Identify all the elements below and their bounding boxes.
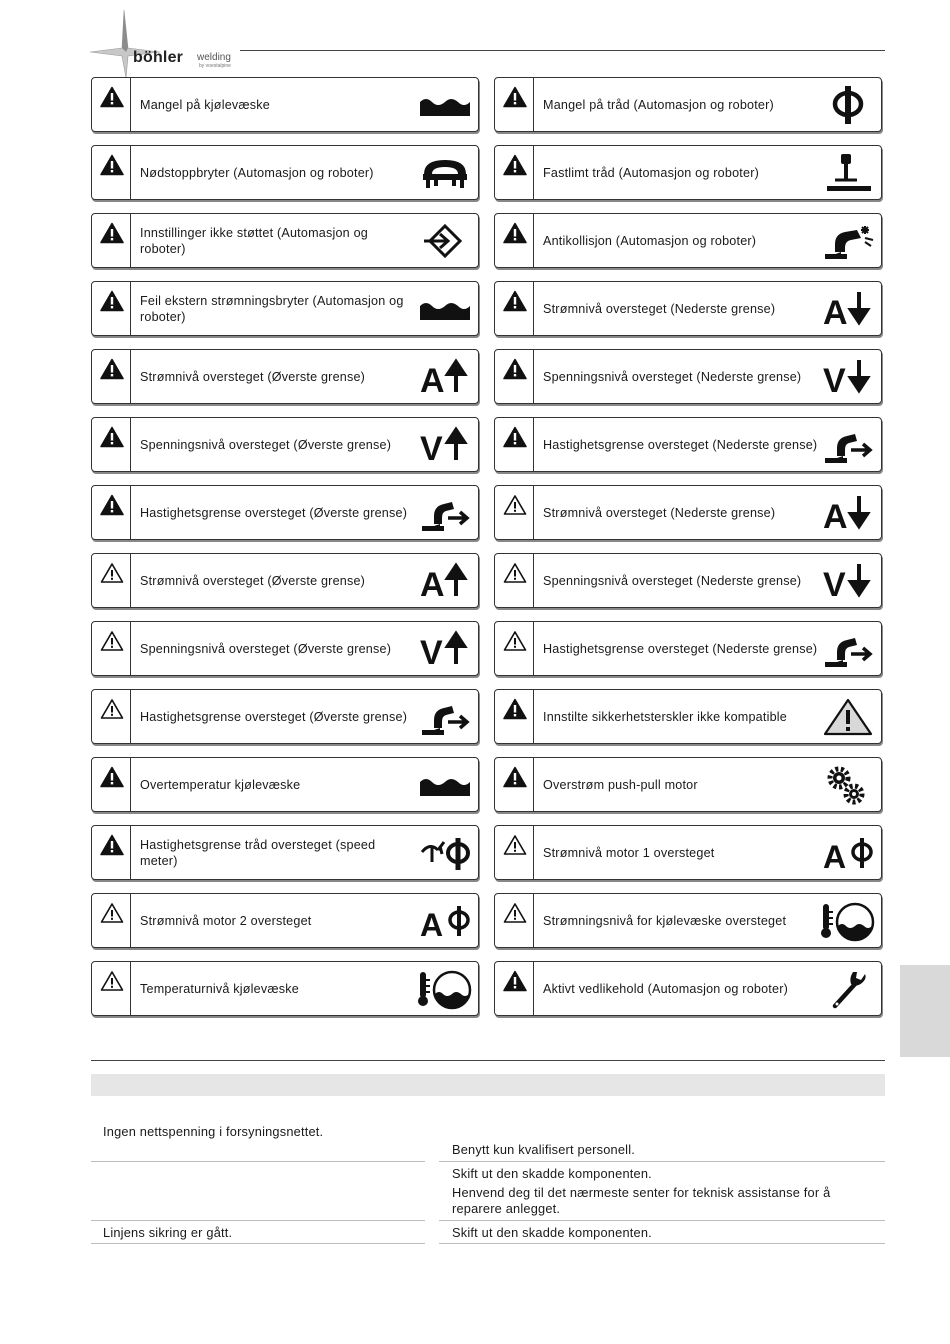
alarm-label: Strømnivå motor 2 oversteget xyxy=(140,913,312,928)
warning-icon xyxy=(100,86,124,108)
alarm-label: Spenningsnivå oversteget (Øverste grense) xyxy=(140,641,392,656)
warning-outline-icon xyxy=(503,562,527,584)
wrench-icon xyxy=(821,968,875,1010)
current-down-icon xyxy=(821,492,875,534)
alarm-label: Hastighetsgrense oversteget (Øverste grense) xyxy=(140,709,408,724)
coolant-wave-icon xyxy=(418,764,472,806)
alarm-label: Mangel på tråd (Automasjon og roboter) xyxy=(543,97,774,112)
warning-outline-icon xyxy=(100,630,124,652)
alarm-label: Strømnivå oversteget (Nederste grense) xyxy=(543,505,776,520)
current-up-icon xyxy=(418,560,472,602)
warning-icon xyxy=(100,154,124,176)
alarm-card xyxy=(494,349,882,404)
table-divider xyxy=(439,1161,885,1162)
alarm-card xyxy=(91,417,479,472)
warning-icon xyxy=(503,766,527,788)
alarm-label: Hastighetsgrense oversteget (Nederste grense) xyxy=(543,641,818,656)
cause-text: Linjens sikring er gått. xyxy=(103,1225,233,1240)
warning-icon xyxy=(100,766,124,788)
remedy-text: Henvend deg til det nærmeste senter for teknisk assistanse for å reparere anlegget. xyxy=(452,1185,831,1216)
warning-icon xyxy=(503,698,527,720)
table-divider xyxy=(91,1243,425,1244)
alarm-card xyxy=(494,893,882,948)
motor-current-icon xyxy=(418,900,472,942)
alarm-label: Spenningsnivå oversteget (Nederste grense) xyxy=(543,369,802,384)
alarm-card xyxy=(91,757,479,812)
alarm-label: Overtemperatur kjølevæske xyxy=(140,777,301,792)
warning-icon xyxy=(100,222,124,244)
alarm-label: Temperaturnivå kjølevæske xyxy=(140,981,299,996)
table-divider xyxy=(439,1243,885,1244)
robot-speed-icon xyxy=(418,696,472,738)
alarm-card xyxy=(494,485,882,540)
alarm-label: Overstrøm push-pull motor xyxy=(543,777,698,792)
wire-spool-icon xyxy=(821,84,875,126)
table-header-bar xyxy=(91,1074,885,1096)
brand-name-suffix: welding xyxy=(197,52,231,63)
alarm-card xyxy=(91,553,479,608)
safety-warning-icon xyxy=(821,696,875,738)
coolant-tank-icon xyxy=(418,968,472,1010)
alarm-card xyxy=(91,689,479,744)
warning-icon xyxy=(503,290,527,312)
warning-icon xyxy=(503,222,527,244)
alarm-card xyxy=(91,621,479,676)
remedy-text: Skift ut den skadde komponenten. xyxy=(452,1166,652,1181)
alarm-card xyxy=(91,213,479,268)
warning-icon xyxy=(100,426,124,448)
brand-subtitle: by voestalpine xyxy=(199,63,231,69)
current-up-icon xyxy=(418,356,472,398)
alarm-card xyxy=(494,281,882,336)
warning-outline-icon xyxy=(503,630,527,652)
warning-icon xyxy=(100,834,124,856)
alarm-label: Strømnivå oversteget (Nederste grense) xyxy=(543,301,776,316)
warning-icon xyxy=(100,358,124,380)
alarm-label: Strømnivå oversteget (Øverste grense) xyxy=(140,573,366,588)
stuck-wire-icon xyxy=(821,152,875,194)
table-divider xyxy=(439,1220,885,1221)
alarm-card xyxy=(91,349,479,404)
alarm-label: Innstillinger ikke støttet (Automasjon og roboter) xyxy=(140,225,368,256)
coolant-tank-icon xyxy=(821,900,875,942)
settings-unsupported-icon xyxy=(418,220,472,262)
warning-icon xyxy=(100,290,124,312)
alarm-card xyxy=(494,961,882,1016)
warning-outline-icon xyxy=(503,834,527,856)
wire-speed-icon xyxy=(418,832,472,874)
remedy-text: Skift ut den skadde komponenten. xyxy=(452,1225,652,1240)
alarm-label: Strømnivå motor 1 oversteget xyxy=(543,845,715,860)
coolant-wave-icon xyxy=(418,84,472,126)
section-rule xyxy=(91,1060,885,1061)
warning-outline-icon xyxy=(503,494,527,516)
brand-name: böhler xyxy=(133,49,184,66)
warning-outline-icon xyxy=(100,562,124,584)
alarm-label: Aktivt vedlikehold (Automasjon og roboter) xyxy=(543,981,789,996)
header-rule xyxy=(240,50,885,51)
warning-outline-icon xyxy=(100,902,124,924)
warning-icon xyxy=(503,426,527,448)
voltage-down-icon xyxy=(821,560,875,602)
robot-speed-icon xyxy=(821,628,875,670)
alarm-card xyxy=(494,621,882,676)
alarm-label: Feil ekstern strømningsbryter (Automasjon og roboter) xyxy=(140,293,404,324)
robot-speed-icon xyxy=(418,492,472,534)
warning-icon xyxy=(503,970,527,992)
alarm-label: Strømnivå oversteget (Øverste grense) xyxy=(140,369,366,384)
alarm-label: Hastighetsgrense oversteget (Nederste grense) xyxy=(543,437,818,452)
alarm-label: Strømningsnivå for kjølevæske oversteget xyxy=(543,913,787,928)
warning-icon xyxy=(100,494,124,516)
alarm-label: Antikollisjon (Automasjon og roboter) xyxy=(543,233,757,248)
alarm-label: Mangel på kjølevæske xyxy=(140,97,270,112)
voltage-down-icon xyxy=(821,356,875,398)
chapter-tab xyxy=(900,965,950,1057)
motor-current-icon xyxy=(821,832,875,874)
warning-icon xyxy=(503,86,527,108)
alarm-card xyxy=(91,77,479,132)
alarm-card xyxy=(494,689,882,744)
alarm-card xyxy=(91,145,479,200)
robot-speed-icon xyxy=(821,424,875,466)
alarm-label: Fastlimt tråd (Automasjon og roboter) xyxy=(543,165,759,180)
warning-outline-icon xyxy=(100,698,124,720)
alarm-card xyxy=(494,213,882,268)
voltage-up-icon xyxy=(418,628,472,670)
alarm-card xyxy=(91,961,479,1016)
alarm-label: Nødstoppbryter (Automasjon og roboter) xyxy=(140,165,374,180)
cause-text: Ingen nettspenning i forsyningsnettet. xyxy=(103,1124,324,1139)
alarm-card xyxy=(494,553,882,608)
alarm-card xyxy=(494,417,882,472)
alarm-label: Hastighetsgrense tråd oversteget (speed meter) xyxy=(140,837,376,868)
alarm-card xyxy=(494,825,882,880)
alarm-card xyxy=(91,825,479,880)
warning-icon xyxy=(503,154,527,176)
alarm-label: Innstilte sikkerhetsterskler ikke kompatible xyxy=(543,709,787,724)
warning-outline-icon xyxy=(503,902,527,924)
alarm-card xyxy=(91,281,479,336)
alarm-label: Spenningsnivå oversteget (Nederste grense) xyxy=(543,573,802,588)
gears-icon xyxy=(821,764,875,806)
alarm-label: Spenningsnivå oversteget (Øverste grense) xyxy=(140,437,392,452)
current-down-icon xyxy=(821,288,875,330)
robot-collision-icon xyxy=(821,220,875,262)
warning-outline-icon xyxy=(100,970,124,992)
alarm-card xyxy=(494,145,882,200)
coolant-wave-icon xyxy=(418,288,472,330)
warning-icon xyxy=(503,358,527,380)
table-divider xyxy=(91,1220,425,1221)
alarm-card xyxy=(91,893,479,948)
remedy-text: Benytt kun kvalifisert personell. xyxy=(452,1142,635,1157)
alarm-card xyxy=(494,77,882,132)
table-divider xyxy=(91,1161,425,1162)
voltage-up-icon xyxy=(418,424,472,466)
alarm-label: Hastighetsgrense oversteget (Øverste grense) xyxy=(140,505,408,520)
alarm-card xyxy=(494,757,882,812)
alarm-card xyxy=(91,485,479,540)
emergency-stop-icon xyxy=(418,152,472,194)
